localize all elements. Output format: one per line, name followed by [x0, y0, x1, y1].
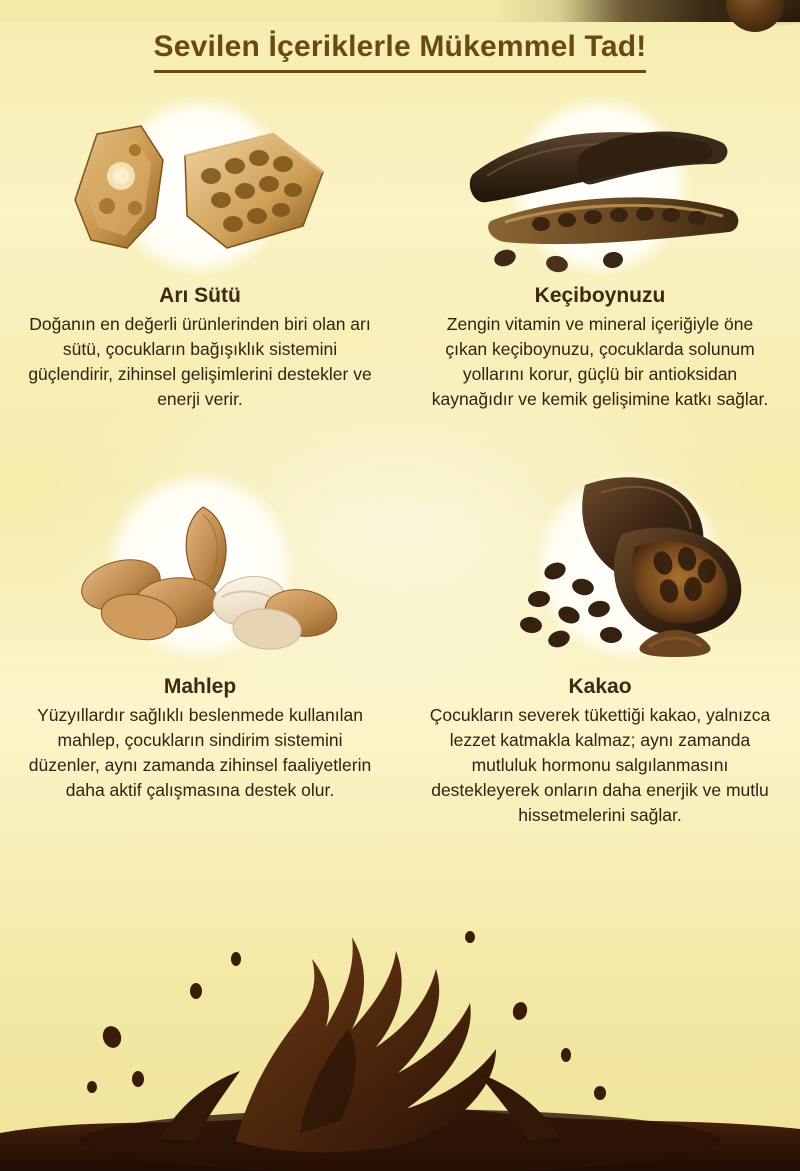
page-title: Sevilen İçeriklerle Mükemmel Tad!: [154, 30, 647, 73]
ingredient-name: Keçiboynuzu: [534, 284, 666, 307]
chocolate-splash-image: [0, 841, 800, 1171]
ingredient-description: Zengin vitamin ve mineral içeriğiyle öne çıkan keçiboynuzu, çocuklarda solunum yollarını korur, güçlü bir antioksidan kaynağıdır ve kemik gelişimine katkı sağlar.: [431, 314, 769, 409]
ingredients-row-2: [0, 437, 800, 827]
ingredient-description: Çocukların severek tükettiği kakao, yalnızca lezzet katmakla kalmaz; aynı zamanda mutluluk hormonu salgılanmasını destekleyerek onların daha enerjik ve mutlu hissetmelerini sağlar.: [429, 705, 771, 825]
ingredient-image-box: [18, 437, 382, 669]
ingredients-row-1: [0, 88, 800, 411]
ingredients-grid: [0, 88, 800, 828]
ingredient-card-keciboynuzu: [400, 88, 800, 411]
top-decorative-bar: [0, 0, 800, 22]
ingredient-description: Doğanın en değerli ürünlerinden biri olan arı sütü, çocukların bağışıklık sistemini güçlendirir, zihinsel gelişimlerini destekler ve enerji verir.: [28, 314, 372, 409]
almonds-icon: [35, 459, 365, 669]
ingredient-description: Yüzyıllardır sağlıklı beslenmede kullanılan mahlep, çocukların sindirim sistemini düzenler, aynı zamanda zihinsel faaliyetlerin daha aktif çalışmasına destek olur.: [28, 705, 372, 800]
chocolate-drop-icon: [726, 0, 784, 32]
ingredient-name: Kakao: [568, 675, 632, 699]
cocoa-pod-icon: [435, 459, 765, 669]
carob-pods-icon: [435, 98, 765, 278]
ingredient-card-kakao: [400, 437, 800, 827]
ingredient-card-mahlep: [0, 437, 400, 827]
ingredient-image-box: [418, 437, 782, 669]
royal-jelly-honeycomb-icon: [35, 98, 365, 278]
page-title-wrap: [0, 30, 800, 73]
ingredient-name: Mahlep: [163, 675, 237, 699]
ingredient-image-box: [18, 88, 382, 278]
ingredient-name: Arı Sütü: [159, 284, 241, 307]
ingredient-card-ari-sutu: [0, 88, 400, 411]
ingredient-image-box: [418, 88, 782, 278]
